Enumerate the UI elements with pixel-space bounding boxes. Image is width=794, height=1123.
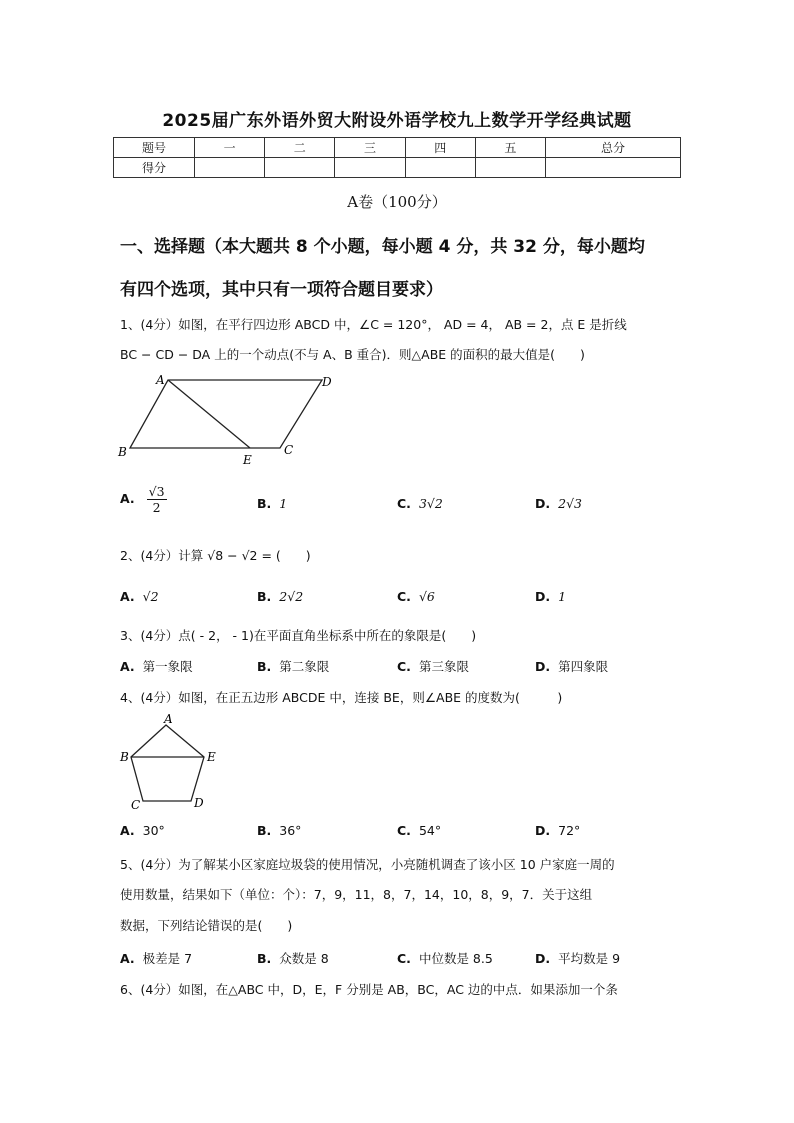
label-c: C: [131, 798, 141, 812]
q4-line1: 4、(4分）如图，在正五边形 ABCDE 中，连接 BE，则∠ABE 的度数为( ): [120, 690, 563, 705]
option-text: 极差是 7: [142, 951, 193, 966]
score-row-label: 得分: [114, 158, 195, 178]
option-text: 众数是 8: [279, 951, 329, 966]
label-a: A: [156, 373, 165, 387]
exam-title: 2025届广东外语外贸大附设外语学校九上数学开学经典试题: [162, 111, 632, 131]
score-header-cell: 二: [265, 138, 335, 158]
fraction-denominator: 2: [152, 500, 161, 515]
part1-heading-line1: 一、选择题（本大题共 8 个小题，每小题 4 分，共 32 分，每小题均: [120, 237, 645, 257]
q1-option-b[interactable]: [257, 496, 287, 511]
score-table-score-row: [114, 158, 681, 178]
option-text: 72°: [558, 823, 581, 838]
q4-option-d[interactable]: [535, 823, 580, 838]
q5-line3: 数据，下列结论错误的是( ): [120, 918, 293, 933]
q3-option-b[interactable]: [257, 657, 329, 675]
label-e: E: [243, 453, 252, 467]
score-cell[interactable]: [475, 158, 545, 178]
q6-line1: 6、(4分）如图，在△ABC 中，D，E，F 分别是 AB，BC，AC 边的中点．如果添加一个条: [120, 982, 618, 997]
q3-option-d[interactable]: [535, 657, 608, 675]
label-b: B: [120, 750, 129, 764]
option-text: 第二象限: [279, 659, 330, 674]
q5-option-d[interactable]: [535, 949, 620, 967]
option-letter: A.: [120, 951, 135, 966]
q5-option-a[interactable]: [120, 949, 192, 967]
option-text: 36°: [279, 823, 302, 838]
score-table-header-row: [114, 138, 681, 158]
option-letter: B.: [257, 589, 272, 604]
fraction: [147, 484, 167, 515]
q2-line1: 2、(4分）计算 √8 − √2 = ( ): [120, 548, 311, 563]
score-cell[interactable]: [195, 158, 265, 178]
option-letter: A.: [120, 589, 135, 604]
option-letter: B.: [257, 659, 272, 674]
segment-ae: [168, 380, 250, 448]
score-header-cell: 五: [475, 138, 545, 158]
score-cell[interactable]: [335, 158, 405, 178]
option-text: 2√2: [279, 589, 304, 604]
q1-line1: 1、(4分）如图，在平行四边形 ABCD 中，∠C = 120°， AD = 4， AB = 2，点 E 是折线: [120, 317, 627, 332]
label-c: C: [284, 443, 294, 457]
option-letter: B.: [257, 496, 272, 511]
q4-option-a[interactable]: [120, 823, 165, 838]
score-cell[interactable]: [546, 158, 681, 178]
q5-option-b[interactable]: [257, 949, 329, 967]
score-header-cell: 三: [335, 138, 405, 158]
q3-line1: 3、(4分）点( - 2， - 1)在平面直角坐标系中所在的象限是( ): [120, 628, 477, 643]
q1-option-c[interactable]: [397, 496, 443, 511]
part1-heading-line2: 有四个选项，其中只有一项符合题目要求）: [120, 280, 443, 300]
parallelogram-shape: [130, 380, 322, 448]
option-text: 平均数是 9: [558, 951, 621, 966]
option-letter: A.: [120, 659, 135, 674]
q3-option-c[interactable]: [397, 657, 469, 675]
option-letter: D.: [535, 589, 551, 604]
option-text: √6: [418, 589, 435, 604]
q2-option-d[interactable]: [535, 589, 566, 604]
option-letter: C.: [397, 589, 411, 604]
label-e: E: [207, 750, 216, 764]
score-header-cell: 四: [405, 138, 475, 158]
option-text: 54°: [418, 823, 442, 838]
fraction-numerator: √3: [148, 484, 165, 499]
label-d: D: [194, 796, 204, 810]
option-text: 2√3: [558, 496, 582, 511]
score-table: [113, 137, 681, 178]
option-text: 中位数是 8.5: [418, 951, 493, 966]
option-text: √2: [142, 589, 159, 604]
option-letter: C.: [397, 951, 411, 966]
q2-option-a[interactable]: [120, 589, 159, 604]
q2-option-b[interactable]: [257, 589, 303, 604]
option-text: 第一象限: [142, 659, 193, 674]
score-header-cell: 总分: [546, 138, 681, 158]
option-letter: D.: [535, 496, 551, 511]
option-text: 3√2: [418, 496, 443, 511]
section-a-heading: A卷（100分）: [347, 193, 447, 211]
score-header-cell: 题号: [114, 138, 195, 158]
score-header-cell: 一: [195, 138, 265, 158]
option-letter: C.: [397, 659, 411, 674]
q2-option-c[interactable]: [397, 589, 435, 604]
option-text: 1: [558, 589, 567, 604]
option-letter: B.: [257, 951, 272, 966]
option-letter: A.: [120, 823, 135, 838]
score-cell[interactable]: [265, 158, 335, 178]
option-text: 30°: [142, 823, 165, 838]
q1-line2: BC − CD − DA 上的一个动点(不与 A、B 重合)．则△ABE 的面积的最大值是( ): [120, 347, 585, 362]
q5-line1: 5、(4分）为了解某小区家庭垃圾袋的使用情况，小亮随机调查了该小区 10 户家庭一周的: [120, 857, 615, 872]
q4-option-b[interactable]: [257, 823, 301, 838]
option-letter: A.: [120, 491, 135, 506]
q4-pentagon-figure: [115, 712, 225, 812]
label-d: D: [322, 375, 332, 389]
option-letter: D.: [535, 951, 551, 966]
option-letter: C.: [397, 823, 411, 838]
q3-option-a[interactable]: [120, 657, 193, 675]
label-b: B: [118, 445, 127, 459]
option-letter: B.: [257, 823, 272, 838]
option-letter: D.: [535, 659, 551, 674]
q1-parallelogram-figure: [110, 370, 340, 470]
q4-option-c[interactable]: [397, 823, 441, 838]
pentagon-shape: [131, 725, 204, 801]
score-cell[interactable]: [405, 158, 475, 178]
q1-option-a[interactable]: [120, 484, 167, 515]
q1-option-d[interactable]: [535, 496, 582, 511]
label-a: A: [164, 712, 173, 726]
option-text: 第四象限: [558, 659, 609, 674]
option-letter: C.: [397, 496, 411, 511]
option-text: 1: [279, 496, 288, 511]
q5-option-c[interactable]: [397, 949, 493, 967]
option-text: 第三象限: [418, 659, 469, 674]
q5-line2: 使用数量，结果如下（单位：个）：7，9，11，8，7，14，10，8，9，7．关于这组: [120, 887, 593, 902]
option-letter: D.: [535, 823, 551, 838]
